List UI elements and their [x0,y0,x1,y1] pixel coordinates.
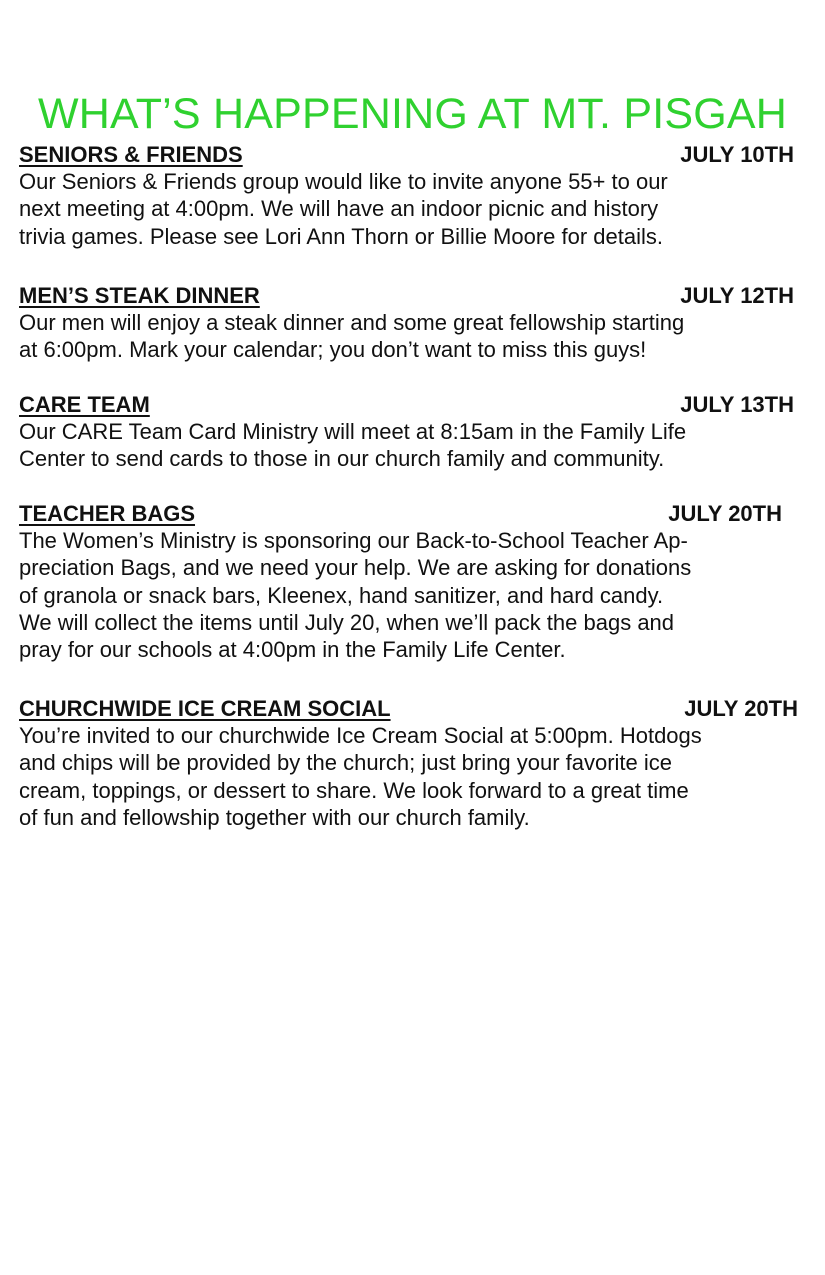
event-header [19,141,804,168]
page-title: WHAT’S HAPPENING AT MT. PISGAH [37,89,788,138]
event-header [19,695,804,722]
event-teacher-bags [19,500,804,663]
description-line: next meeting at 4:00pm. We will have an indoor picnic and history [19,196,659,222]
event-description [19,309,804,364]
event-header [19,500,804,527]
event-title: CARE TEAM [19,392,150,417]
description-line: The Women’s Ministry is sponsoring our Back-to-School Teacher Ap- [19,528,688,553]
description-line: We will collect the items until July 20, when we’ll pack the bags and [19,609,675,635]
description-line: of granola or snack bars, Kleenex, hand sanitizer, and hard candy. [19,582,664,608]
event-date: JULY 12TH [680,283,794,308]
description-line: and chips will be provided by the church; just bring your favorite ice [19,750,673,776]
event-seniors-and-friends [19,141,804,250]
description-line: at 6:00pm. Mark your calendar; you don’t want to miss this guys! [19,337,647,363]
event-header [19,391,804,418]
event-care-team [19,391,804,473]
event-title: SENIORS & FRIENDS [19,142,243,167]
description-line: cream, toppings, or dessert to share. We look forward to a great time [19,777,689,803]
description-line: trivia games. Please see Lori Ann Thorn or Billie Moore for details. [19,223,664,249]
description-line: Center to send cards to those in our church family and community. [19,446,665,472]
description-line: pray for our schools at 4:00pm in the Family Life Center. [19,637,566,663]
event-header [19,282,804,309]
description-line: preciation Bags, and we need your help. We are asking for donations [19,555,692,581]
event-description [19,418,804,473]
description-line: Our men will enjoy a steak dinner and some great fellowship starting [19,310,685,335]
description-line: You’re invited to our churchwide Ice Cream Social at 5:00pm. Hotdogs [19,723,702,748]
event-title: CHURCHWIDE ICE CREAM SOCIAL [19,696,391,721]
event-mens-steak-dinner [19,282,804,364]
event-title: TEACHER BAGS [19,501,196,526]
event-date: JULY 13TH [680,392,794,417]
event-date: JULY 20TH [668,501,782,526]
event-date: JULY 20TH [684,696,798,721]
event-description [19,722,804,831]
event-churchwide-ice-cream-social [19,695,804,831]
description-line: Our Seniors & Friends group would like to invite anyone 55+ to our [19,169,668,194]
description-line: Our CARE Team Card Ministry will meet at 8:15am in the Family Life [19,419,687,444]
event-date: JULY 10TH [680,142,794,167]
description-line: of fun and fellowship together with our church family. [19,804,530,830]
event-title: MEN’S STEAK DINNER [19,283,260,308]
event-description [19,527,804,663]
event-description [19,168,804,250]
